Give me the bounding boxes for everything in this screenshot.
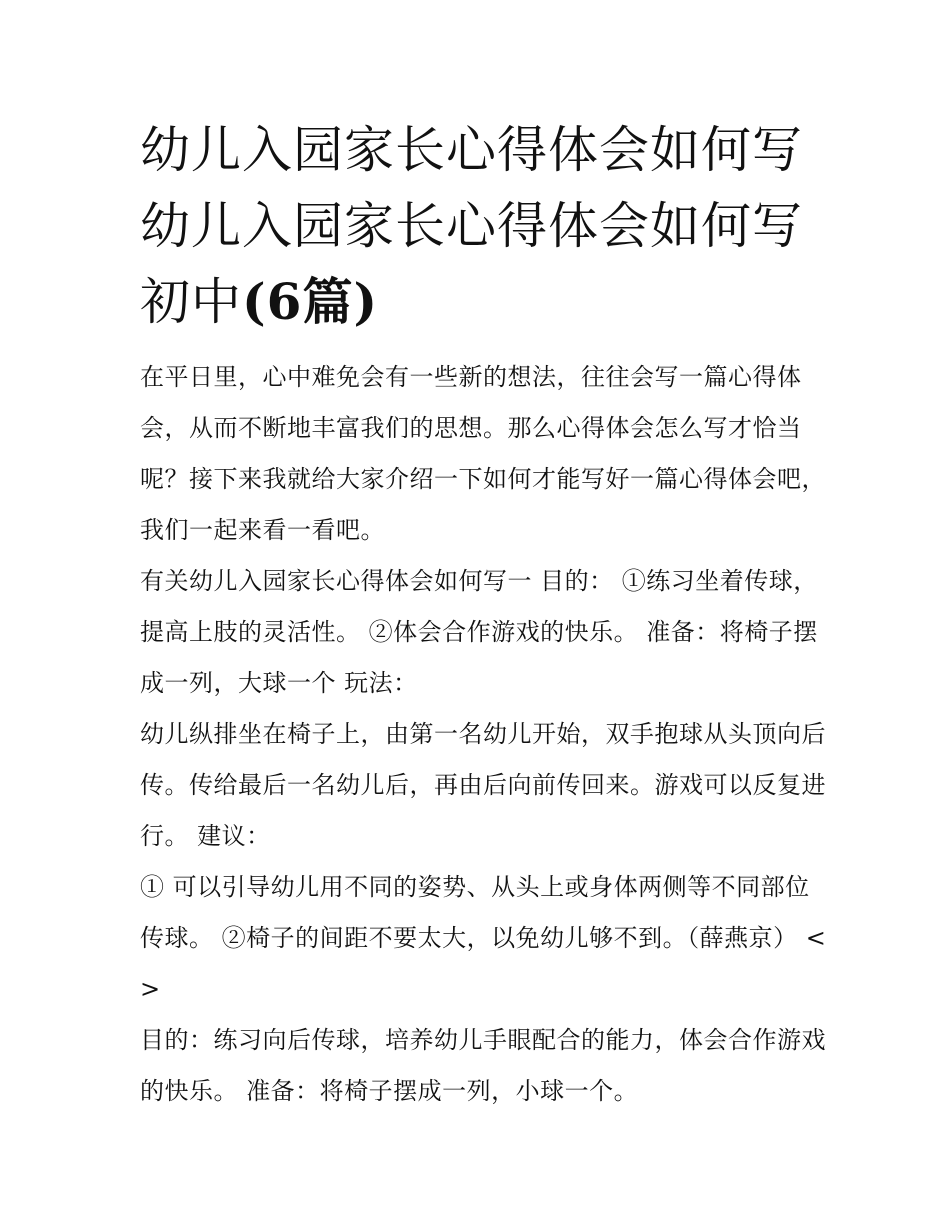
section-purpose-paragraph: 有关幼儿入园家长心得体会如何写一 目的： ①练习坐着传球，提高上肢的灵活性。 ②体会合作游戏的快乐。 准备：将椅子摆成一列，大球一个 玩法： [140,567,818,697]
suggestion-paragraph: ① 可以引导幼儿用不同的姿势、从头上或身体两侧等不同部位传球。 ②椅子的间距不要太大，以免幼儿够不到。（薛燕京） <> [140,873,827,1003]
document-body [140,352,830,1117]
title-main: 幼儿入园家长心得体会如何写幼儿入园家长心得体会如何写初中 [140,121,803,331]
document-title [140,112,830,340]
intro-paragraph: 在平日里，心中难免会有一些新的想法，往往会写一篇心得体会，从而不断地丰富我们的思想。那么心得体会怎么写才恰当呢？接下来我就给大家介绍一下如何才能写好一篇心得体会吧，我们一起来看一看吧。 [140,363,826,544]
title-suffix: (6篇) [242,272,379,331]
gameplay-paragraph: 幼儿纵排坐在椅子上，由第一名幼儿开始，双手抱球从头顶向后传。传给最后一名幼儿后，再由后向前传回来。游戏可以反复进行。 建议： [140,720,826,850]
second-purpose-paragraph: 目的：练习向后传球，培养幼儿手眼配合的能力，体会合作游戏的快乐。 准备：将椅子摆成一列，小球一个。 [140,1026,826,1105]
